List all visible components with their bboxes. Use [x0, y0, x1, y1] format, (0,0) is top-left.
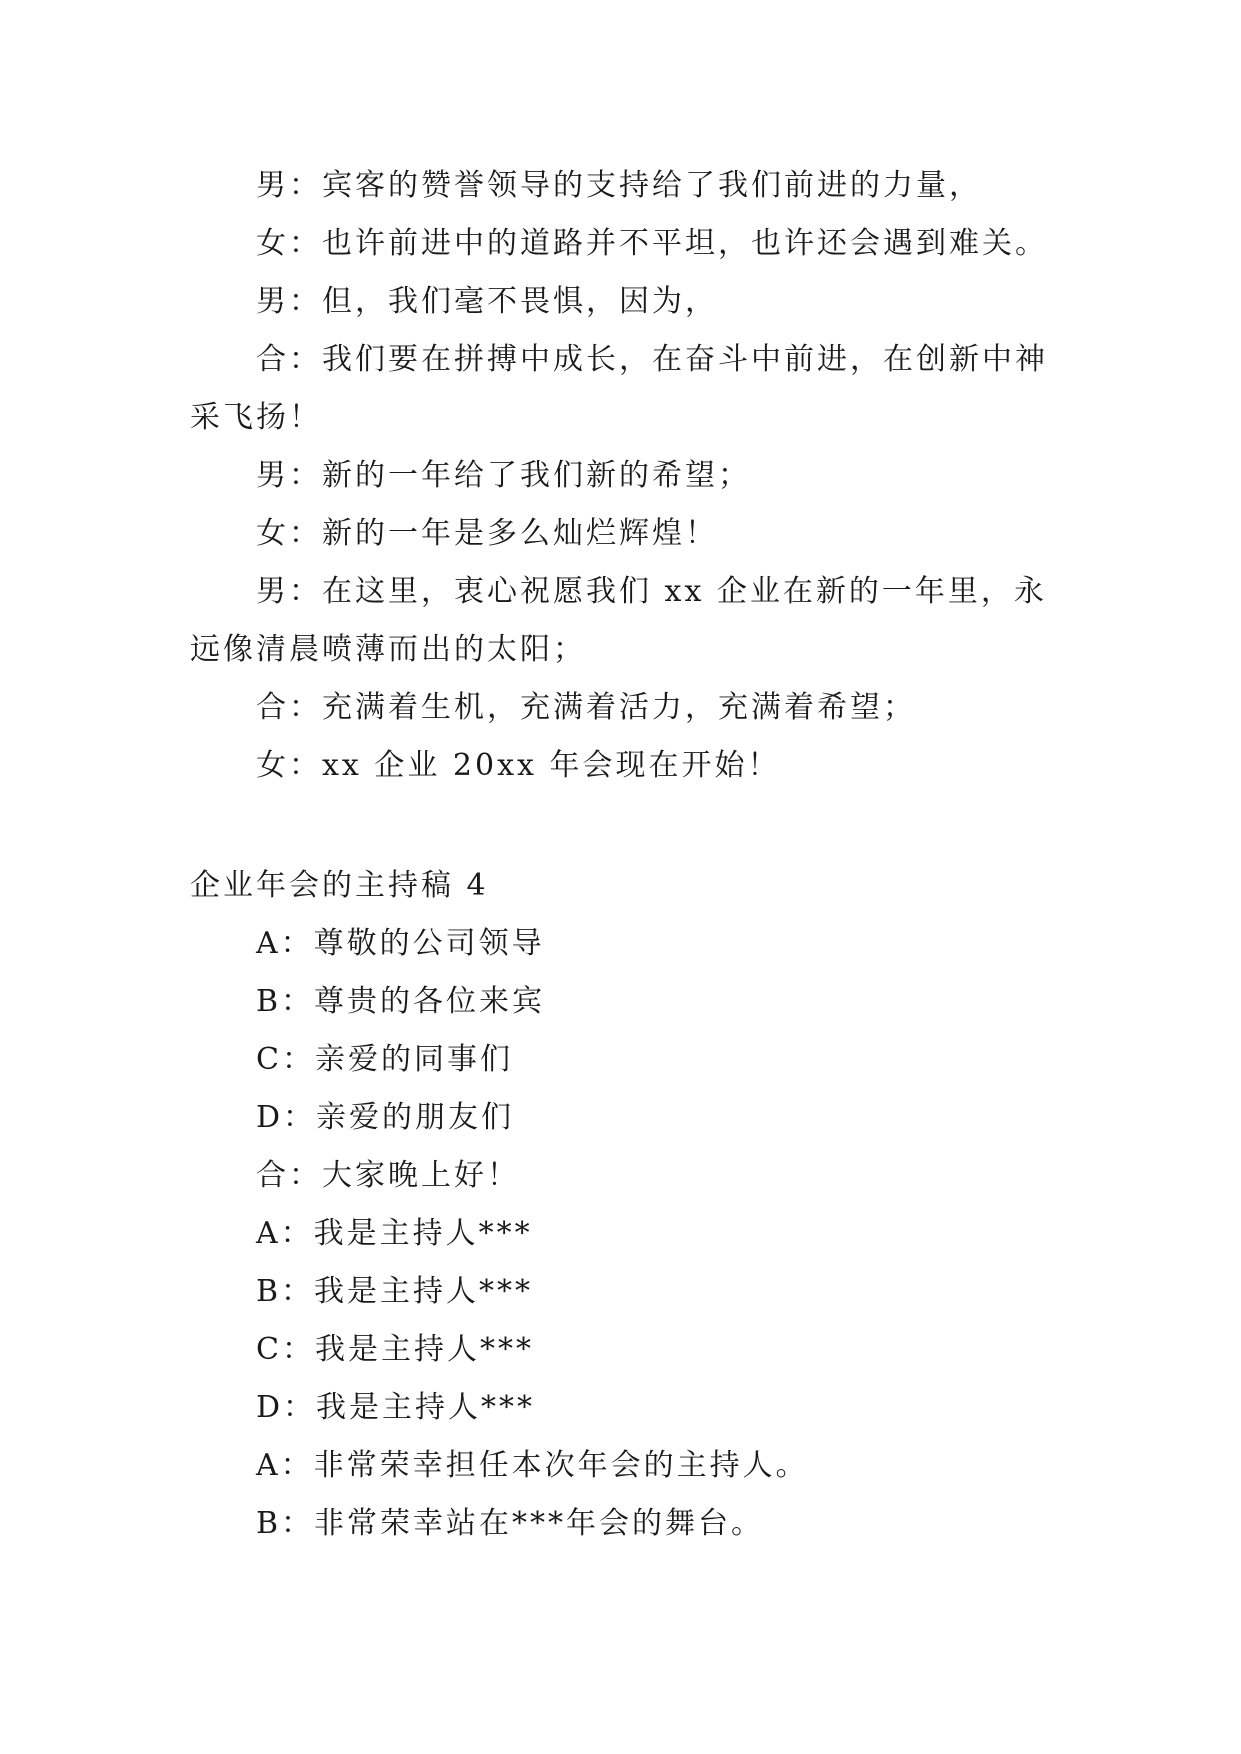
text-line: 男：新的一年给了我们新的希望；	[256, 458, 751, 493]
text-line: B：尊贵的各位来宾	[256, 984, 546, 1019]
text-line: 合：我们要在拼搏中成长，在奋斗中前进，在创新中神	[256, 342, 1048, 377]
paragraph	[190, 679, 1050, 737]
text-line: C：亲爱的同事们	[256, 1042, 513, 1077]
text-line: A：非常荣幸担任本次年会的主持人。	[256, 1448, 809, 1483]
text-line: 远像清晨喷薄而出的太阳；	[190, 632, 586, 667]
paragraph	[190, 1379, 1050, 1437]
paragraph	[190, 331, 1050, 447]
paragraph	[190, 563, 1050, 679]
text-line: C：我是主持人***	[256, 1332, 534, 1367]
text-line: D：我是主持人***	[256, 1390, 536, 1425]
text-line: 男：宾客的赞誉领导的支持给了我们前进的力量，	[256, 168, 982, 203]
text-line: A：尊敬的公司领导	[256, 926, 545, 961]
paragraph	[190, 1147, 1050, 1205]
text-line: B：非常荣幸站在***年会的舞台。	[256, 1506, 765, 1541]
paragraph	[190, 1495, 1050, 1553]
paragraph	[190, 1321, 1050, 1379]
text-line: 采飞扬！	[190, 400, 322, 435]
text-line: 男：但，我们毫不畏惧，因为，	[256, 284, 718, 319]
paragraph	[190, 157, 1050, 215]
paragraph	[190, 1263, 1050, 1321]
paragraph	[190, 915, 1050, 973]
text-line: B：我是主持人***	[256, 1274, 534, 1309]
paragraph	[190, 447, 1050, 505]
paragraph	[190, 215, 1050, 273]
paragraph	[190, 1205, 1050, 1263]
text-line: D：亲爱的朋友们	[256, 1100, 515, 1135]
paragraph	[190, 737, 1050, 795]
script-section-2	[190, 915, 1050, 1553]
paragraph	[190, 1089, 1050, 1147]
text-line: 女：也许前进中的道路并不平坦，也许还会遇到难关。	[256, 226, 1048, 261]
section-title: 企业年会的主持稿 4	[190, 868, 489, 903]
text-line: 女：xx 企业 20xx 年会现在开始！	[256, 748, 781, 783]
paragraph	[190, 505, 1050, 563]
text-line: 合：充满着生机，充满着活力，充满着希望；	[256, 690, 916, 725]
text-line: A：我是主持人***	[256, 1216, 533, 1251]
script-section-1	[190, 157, 1050, 795]
paragraph	[190, 273, 1050, 331]
text-line: 男：在这里，衷心祝愿我们 xx 企业在新的一年里，永	[256, 574, 1047, 609]
text-line: 合：大家晚上好！	[256, 1158, 520, 1193]
paragraph	[190, 1437, 1050, 1495]
paragraph	[190, 1031, 1050, 1089]
paragraph	[190, 973, 1050, 1031]
text-line: 女：新的一年是多么灿烂辉煌！	[256, 516, 718, 551]
